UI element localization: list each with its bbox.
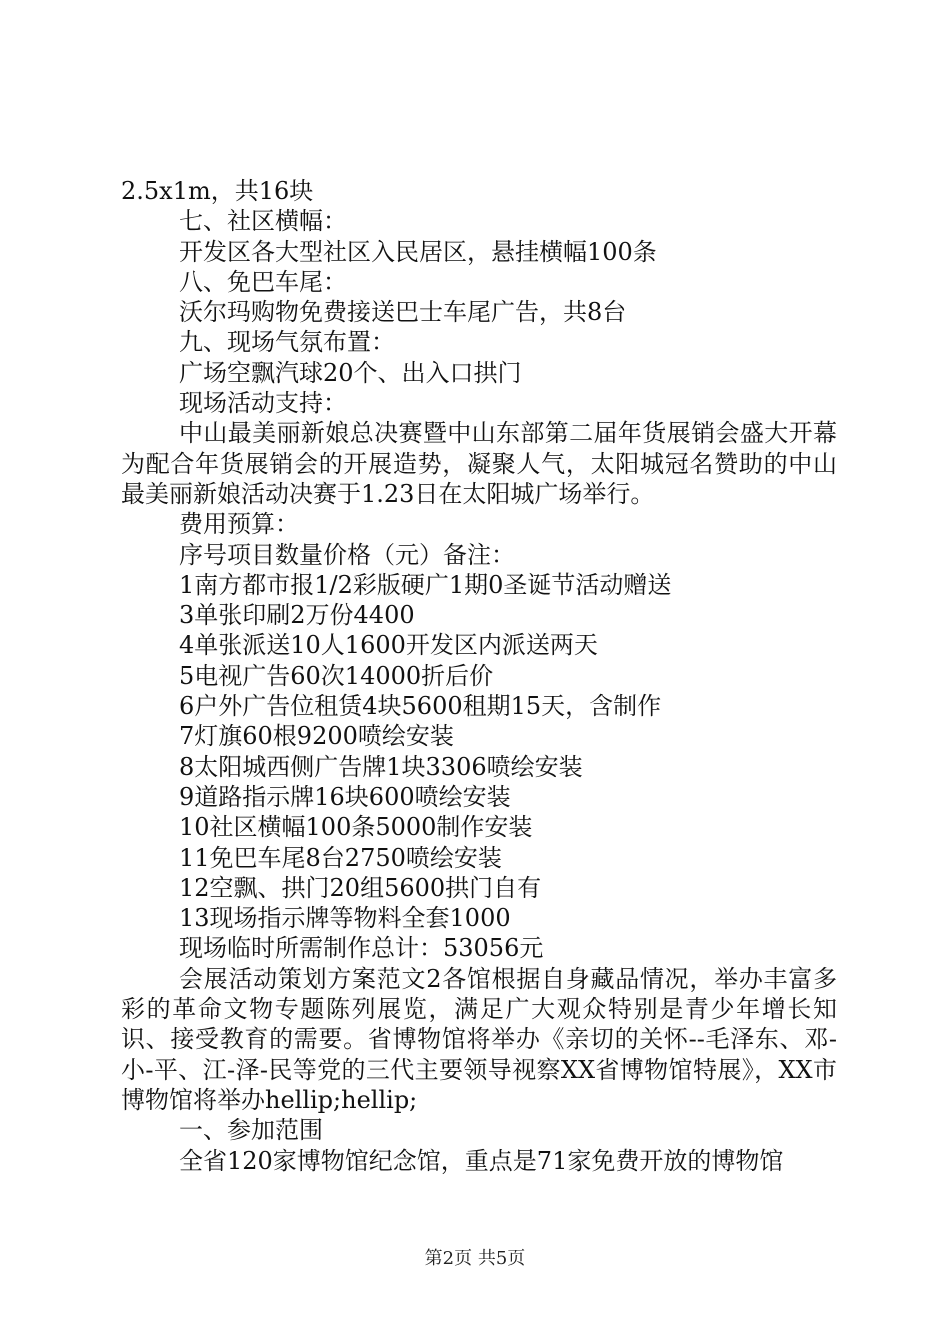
- heading-participation-scope: 一、参加范围: [179, 1116, 323, 1145]
- budget-item: 4单张派送10人1600开发区内派送两天: [179, 631, 598, 660]
- heading-atmosphere: 九、现场气氛布置：: [179, 328, 395, 357]
- budget-item: 11免巴车尾8台2750喷绘安装: [179, 843, 502, 872]
- budget-item: 5电视广告60次14000折后价: [179, 661, 494, 690]
- paragraph-museum-exhibition: 会展活动策划方案范文2各馆根据自身藏品情况，举办丰富多彩的革命文物专题陈列展览，满足广大观众特别是青少年增长知识、接受教育的需要。省博物馆将举办《亲切的关怀--毛泽东、邓-小-平、江-泽-民等党的三代主要领导视察XX省博物馆特展》，XX市博物馆将举办hellip;hellip;: [121, 964, 837, 1114]
- budget-item: 9道路指示牌16块600喷绘安装: [179, 782, 511, 811]
- heading-budget: 费用预算：: [179, 510, 299, 539]
- budget-item: 12空飘、拱门20组5600拱门自有: [179, 873, 542, 902]
- text-line-size: 2.5x1m，共16块: [121, 177, 314, 205]
- budget-item: 13现场指示牌等物料全套1000: [179, 904, 511, 933]
- budget-item: 10社区横幅100条5000制作安装: [179, 813, 533, 842]
- paragraph-bride-contest: 中山最美丽新娘总决赛暨中山东部第二届年货展销会盛大开幕为配合年货展销会的开展造势，凝聚人气，太阳城冠名赞助的中山最美丽新娘活动决赛于1.23日在太阳城广场举行。: [121, 419, 837, 508]
- heading-bus-tail: 八、免巴车尾：: [179, 267, 347, 296]
- budget-total: 现场临时所需制作总计：53056元: [179, 934, 544, 963]
- budget-table-header: 序号项目数量价格（元）备注：: [179, 540, 515, 569]
- budget-item: 6户外广告位租赁4块5600租期15天，含制作: [179, 692, 662, 721]
- budget-item: 1南方都市报1/2彩版硬广1期0圣诞节活动赠送: [179, 570, 672, 599]
- paragraph-museum-scope: 全省120家博物馆纪念馆，重点是71家免费开放的博物馆: [179, 1146, 784, 1175]
- document-body: [121, 176, 837, 1176]
- text-line-banner: 开发区各大型社区入民居区，悬挂横幅100条: [179, 237, 657, 266]
- text-line-bus: 沃尔玛购物免费接送巴士车尾广告，共8台: [179, 298, 627, 327]
- budget-item: 7灯旗60根9200喷绘安装: [179, 722, 454, 751]
- heading-activity-support: 现场活动支持：: [179, 389, 347, 418]
- heading-community-banner: 七、社区横幅：: [179, 207, 347, 236]
- text-line-atmosphere: 广场空飘汽球20个、出入口拱门: [179, 358, 522, 387]
- budget-item: 8太阳城西侧广告牌1块3306喷绘安装: [179, 752, 583, 781]
- budget-item: 3单张印刷2万份4400: [179, 601, 415, 630]
- page-footer: 第2页 共5页: [424, 1248, 526, 1269]
